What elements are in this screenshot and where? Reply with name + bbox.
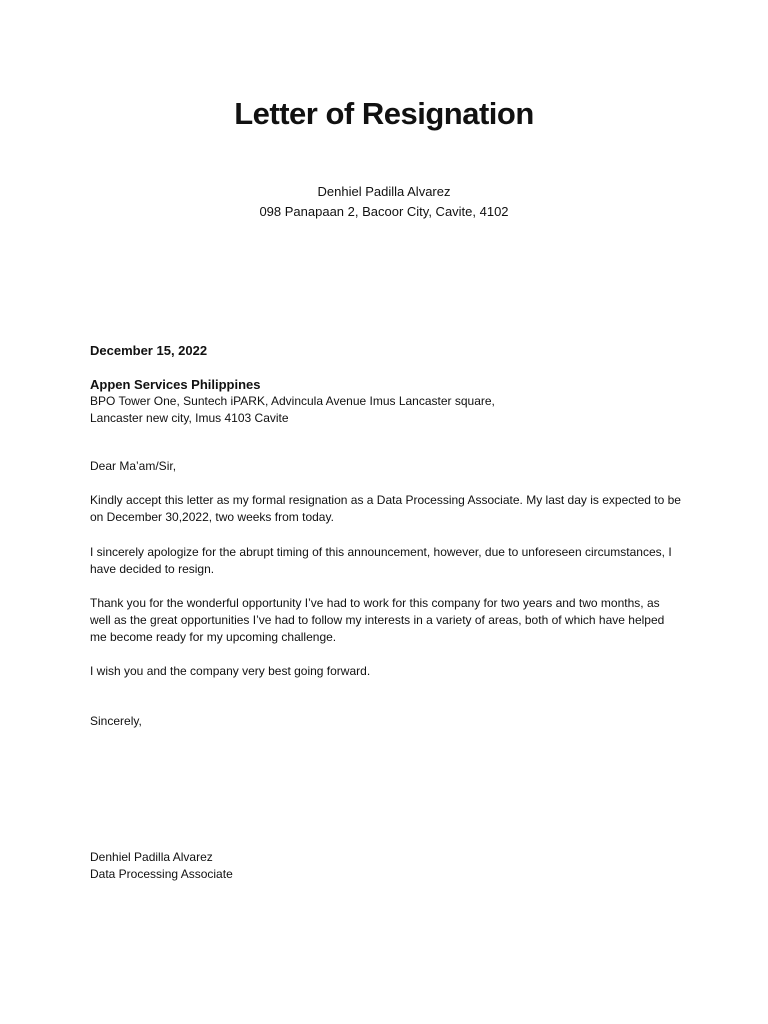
document-title: Letter of Resignation <box>234 96 534 131</box>
sender-block <box>0 182 768 222</box>
paragraph-4: I wish you and the company very best going forward. <box>90 664 371 678</box>
recipient-block <box>90 376 690 427</box>
salutation: Dear Ma’am/Sir, <box>90 459 177 473</box>
closing: Sincerely, <box>90 714 142 728</box>
recipient-address-line2: Lancaster new city, Imus 4103 Cavite <box>90 411 289 425</box>
signature-position: Data Processing Associate <box>90 867 233 881</box>
sender-address: 098 Panapaan 2, Bacoor City, Cavite, 4102 <box>259 204 509 219</box>
signature-name: Denhiel Padilla Alvarez <box>90 850 213 864</box>
paragraph-1: Kindly accept this letter as my formal resignation as a Data Processing Associate. My last day is expected to be on December 30,2022, two weeks from today. <box>90 493 681 524</box>
paragraph-2: I sincerely apologize for the abrupt timing of this announcement, however, due to unforeseen circumstances, I have decided to resign. <box>90 545 672 576</box>
recipient-company: Appen Services Philippines <box>90 377 261 392</box>
letter-date: December 15, 2022 <box>90 343 208 358</box>
paragraph-3: Thank you for the wonderful opportunity I’ve had to work for this company for two years and two months, as well as the great opportunities I’ve had to follow my interests in a variety of areas, both of which have helped me become ready for my upcoming challenge. <box>90 596 665 644</box>
sender-name: Denhiel Padilla Alvarez <box>317 184 451 199</box>
recipient-address-line1: BPO Tower One, Suntech iPARK, Advincula Avenue Imus Lancaster square, <box>90 394 495 408</box>
signature-block <box>90 849 690 883</box>
